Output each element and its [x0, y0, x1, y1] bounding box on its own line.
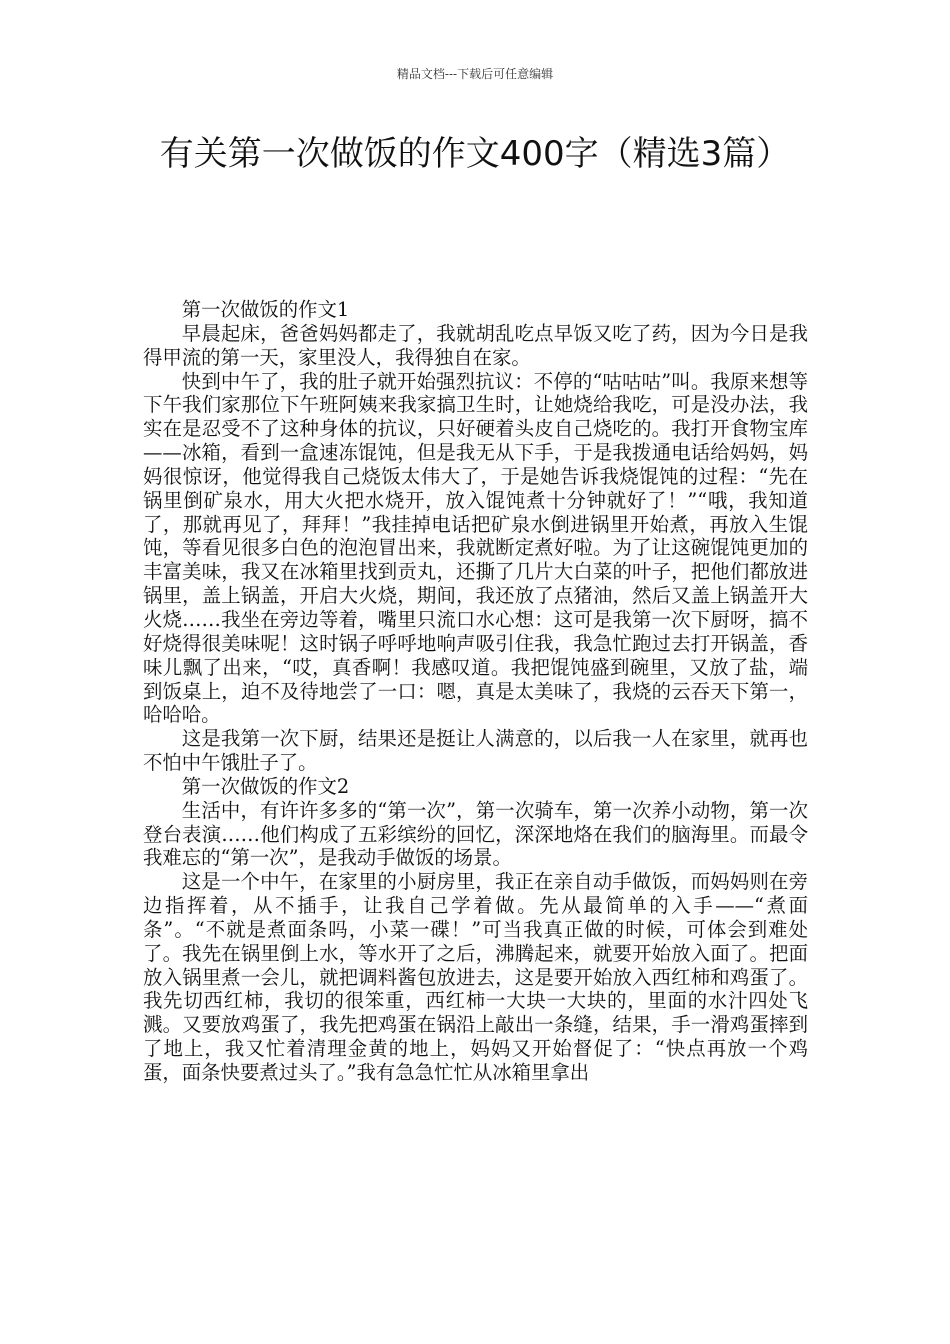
document-body [143, 298, 808, 1085]
document-title: 有关第一次做饭的作文400字（精选3篇） [159, 134, 791, 174]
paragraph: 这是我第一次下厨，结果还是挺让人满意的，以后我一人在家里，就再也不怕中午饿肚子了。 [143, 727, 808, 775]
paragraph: 这是一个中午，在家里的小厨房里，我正在亲自动手做饭，而妈妈则在旁边指挥着，从不插手，让我自己学着做。先从最简单的入手——“煮面条”。“不就是煮面条吗，小菜一碟！”可当我真正做的时候，可体会到难处了。我先在锅里倒上水，等水开了之后，沸腾起来，就要开始放入面了。把面放入锅里煮一会儿，就把调料酱包放进去，这是要开始放入西红柿和鸡蛋了。我先切西红柿，我切的很笨重，西红柿一大块一大块的，里面的水汁四处飞溅。又要放鸡蛋了，我先把鸡蛋在锅沿上敲出一条缝，结果，手一滑鸡蛋摔到了地上，我又忙着清理金黄的地上，妈妈又开始督促了：“快点再放一个鸡蛋，面条快要煮过头了。”我有急急忙忙从冰箱里拿出 [143, 870, 808, 1084]
page-header-note: 精品文档---下载后可任意编辑 [396, 67, 554, 81]
paragraph: 早晨起床，爸爸妈妈都走了，我就胡乱吃点早饭又吃了药，因为今日是我得甲流的第一天，家里没人，我得独自在家。 [143, 321, 808, 369]
section-heading-2: 第一次做饭的作文2 [181, 774, 350, 798]
paragraph: 快到中午了，我的肚子就开始强烈抗议：不停的“咕咕咕”叫。我原来想等下午我们家那位下午班阿姨来我家搞卫生时，让她烧给我吃，可是没办法，我实在是忍受不了这种身体的抗议，只好硬着头皮自己烧吃的。我打开食物宝库——冰箱，看到一盒速冻馄饨，但是我无从下手，于是我拨通电话给妈妈，妈妈很惊讶，他觉得我自己烧饭太伟大了，于是她告诉我烧馄饨的过程：“先在锅里倒矿泉水，用大火把水烧开，放入馄饨煮十分钟就好了！”“哦，我知道了，那就再见了，拜拜！”我挂掉电话把矿泉水倒进锅里开始煮，再放入生馄饨，等看见很多白色的泡泡冒出来，我就断定煮好啦。为了让这碗馄饨更加的丰富美味，我又在冰箱里找到贡丸，还撕了几片大白菜的叶子，把他们都放进锅里，盖上锅盖，开启大火烧，期间，我还放了点猪油，然后又盖上锅盖开大火烧……我坐在旁边等着，嘴里只流口水心想：这可是我第一次下厨呀，搞不好烧得很美味呢！这时锅子呼呼地响声吸引住我，我急忙跑过去打开锅盖，香味儿飘了出来，“哎，真香啊！我感叹道。我把馄饨盛到碗里，又放了盐，端到饭桌上，迫不及待地尝了一口：嗯，真是太美味了，我烧的云吞天下第一，哈哈哈。 [143, 369, 808, 727]
paragraph: 生活中，有许许多多的“第一次”，第一次骑车，第一次养小动物，第一次登台表演……他们构成了五彩缤纷的回忆，深深地烙在我们的脑海里。而最令我难忘的“第一次”，是我动手做饭的场景。 [143, 798, 808, 870]
section-heading-1: 第一次做饭的作文1 [181, 298, 350, 321]
